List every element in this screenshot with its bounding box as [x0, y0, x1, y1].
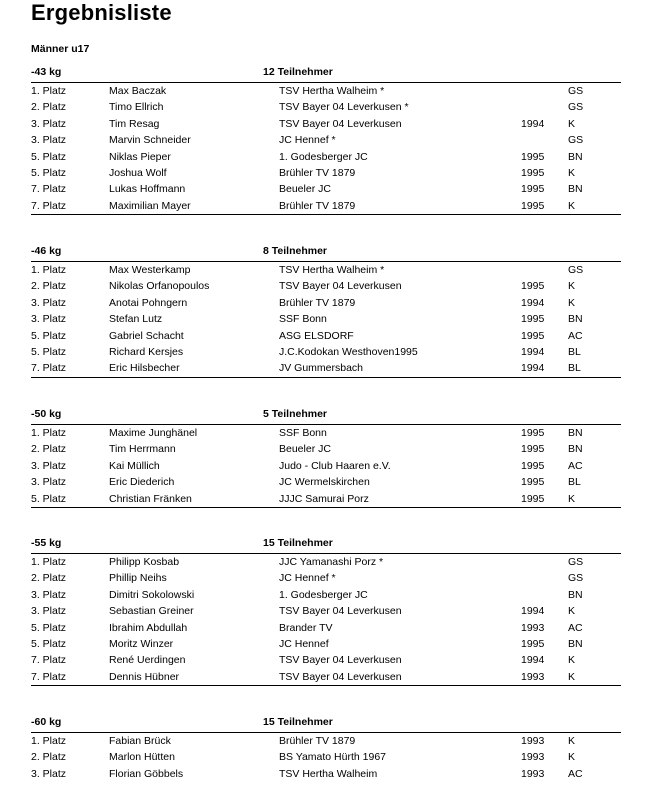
- club-cell: TSV Hertha Walheim *: [279, 264, 385, 276]
- placement-cell: 5. Platz: [31, 166, 67, 179]
- athlete-name-cell: Joshua Wolf: [109, 166, 167, 179]
- result-row: [31, 669, 621, 685]
- birth-year-cell: 1995: [521, 199, 545, 212]
- results-table: [31, 425, 621, 508]
- region-cell: K: [568, 605, 576, 618]
- birth-year-cell: 1995: [521, 329, 545, 342]
- birth-year-cell: 1994: [521, 345, 545, 358]
- placement-cell: 2. Platz: [31, 280, 67, 293]
- athlete-name-cell: Eric Diederich: [109, 476, 175, 489]
- club-cell: JC Hennef *: [279, 134, 336, 147]
- club-cell: TSV Bayer 04 Leverkusen: [279, 117, 402, 130]
- athlete-name-cell: Florian Göbbels: [109, 767, 184, 780]
- participant-count: 15 Teilnehmer: [263, 716, 333, 728]
- club-cell: JC Hennef: [279, 637, 329, 650]
- placement-cell: 1. Platz: [31, 427, 67, 439]
- result-row: [31, 554, 621, 570]
- club-cell: JC Wermelskirchen: [279, 476, 370, 489]
- weight-category: [31, 537, 621, 686]
- birth-year-cell: 1993: [521, 751, 545, 764]
- region-cell: GS: [568, 556, 584, 568]
- results-table: [31, 733, 621, 782]
- region-cell: K: [568, 166, 576, 179]
- region-cell: AC: [568, 621, 583, 634]
- placement-cell: 5. Platz: [31, 329, 67, 342]
- club-cell: Brühler TV 1879: [279, 199, 356, 212]
- region-cell: BN: [568, 183, 583, 196]
- results-table: [31, 262, 621, 378]
- placement-cell: 5. Platz: [31, 150, 67, 163]
- region-cell: BL: [568, 345, 581, 358]
- region-cell: GS: [568, 572, 584, 585]
- region-cell: GS: [568, 101, 584, 114]
- participant-count: 15 Teilnehmer: [263, 537, 333, 549]
- club-cell: Brühler TV 1879: [279, 166, 356, 179]
- athlete-name-cell: Kai Müllich: [109, 459, 160, 472]
- placement-cell: 3. Platz: [31, 767, 67, 780]
- region-cell: K: [568, 492, 576, 505]
- athlete-name-cell: Niklas Pieper: [109, 150, 171, 163]
- weight-class-label: -46 kg: [31, 245, 62, 257]
- region-cell: BN: [568, 443, 583, 456]
- result-row: [31, 311, 621, 327]
- region-cell: BN: [568, 150, 583, 163]
- athlete-name-cell: Ibrahim Abdullah: [109, 621, 188, 634]
- athlete-name-cell: Sebastian Greiner: [109, 605, 194, 618]
- category-header: [31, 537, 621, 554]
- placement-cell: 1. Platz: [31, 264, 67, 276]
- athlete-name-cell: Phillip Neihs: [109, 572, 167, 585]
- result-row: [31, 99, 621, 115]
- birth-year-cell: 1994: [521, 296, 545, 309]
- region-cell: BL: [568, 476, 581, 489]
- club-cell: 1. Godesberger JC: [279, 150, 368, 163]
- weight-category: [31, 66, 621, 215]
- club-cell: TSV Bayer 04 Leverkusen: [279, 654, 402, 667]
- result-row: [31, 344, 621, 360]
- result-row: [31, 458, 621, 474]
- placement-cell: 2. Platz: [31, 443, 67, 456]
- club-cell: TSV Bayer 04 Leverkusen: [279, 605, 402, 618]
- region-cell: AC: [568, 329, 583, 342]
- placement-cell: 3. Platz: [31, 296, 67, 309]
- participant-count: 12 Teilnehmer: [263, 66, 333, 78]
- result-row: [31, 587, 621, 603]
- region-cell: GS: [568, 134, 584, 147]
- result-row: [31, 425, 621, 441]
- club-cell: TSV Bayer 04 Leverkusen: [279, 280, 402, 293]
- club-cell: ASG ELSDORF: [279, 329, 354, 342]
- birth-year-cell: 1995: [521, 492, 545, 505]
- weight-class-label: -43 kg: [31, 66, 62, 78]
- placement-cell: 2. Platz: [31, 101, 67, 114]
- birth-year-cell: 1994: [521, 362, 545, 375]
- birth-year-cell: 1994: [521, 605, 545, 618]
- result-row: [31, 116, 621, 132]
- birth-year-cell: 1995: [521, 443, 545, 456]
- athlete-name-cell: Max Westerkamp: [109, 264, 191, 276]
- result-row: [31, 441, 621, 457]
- birth-year-cell: 1993: [521, 670, 545, 683]
- result-row: [31, 474, 621, 490]
- club-cell: JC Hennef *: [279, 572, 336, 585]
- region-cell: BN: [568, 588, 583, 601]
- weight-category: [31, 408, 621, 508]
- region-cell: K: [568, 751, 576, 764]
- athlete-name-cell: Dennis Hübner: [109, 670, 180, 683]
- club-cell: Beueler JC: [279, 183, 331, 196]
- results-table: [31, 554, 621, 686]
- placement-cell: 2. Platz: [31, 751, 67, 764]
- placement-cell: 5. Platz: [31, 345, 67, 358]
- placement-cell: 5. Platz: [31, 637, 67, 650]
- athlete-name-cell: René Uerdingen: [109, 654, 186, 667]
- placement-cell: 3. Platz: [31, 605, 67, 618]
- athlete-name-cell: Marvin Schneider: [109, 134, 191, 147]
- club-cell: TSV Bayer 04 Leverkusen: [279, 670, 402, 683]
- result-row: [31, 278, 621, 294]
- birth-year-cell: 1995: [521, 313, 545, 326]
- placement-cell: 5. Platz: [31, 621, 67, 634]
- result-row: [31, 132, 621, 148]
- participant-count: 5 Teilnehmer: [263, 408, 327, 420]
- club-cell: Brühler TV 1879: [279, 296, 356, 309]
- result-row: [31, 636, 621, 652]
- birth-year-cell: 1994: [521, 117, 545, 130]
- club-cell: SSF Bonn: [279, 313, 327, 326]
- birth-year-cell: 1995: [521, 459, 545, 472]
- region-cell: BN: [568, 427, 583, 439]
- placement-cell: 1. Platz: [31, 85, 67, 97]
- page-title: Ergebnisliste: [31, 0, 172, 25]
- region-cell: K: [568, 654, 576, 667]
- athlete-name-cell: Max Baczak: [109, 85, 167, 97]
- placement-cell: 7. Platz: [31, 362, 67, 375]
- placement-cell: 1. Platz: [31, 735, 67, 747]
- club-cell: 1. Godesberger JC: [279, 588, 368, 601]
- weight-class-label: -55 kg: [31, 537, 62, 549]
- athlete-name-cell: Christian Fränken: [109, 492, 192, 505]
- placement-cell: 7. Platz: [31, 183, 67, 196]
- athlete-name-cell: Gabriel Schacht: [109, 329, 184, 342]
- region-cell: AC: [568, 767, 583, 780]
- club-cell: Beueler JC: [279, 443, 331, 456]
- result-row: [31, 360, 621, 376]
- result-row: [31, 570, 621, 586]
- result-row: [31, 749, 621, 765]
- region-cell: BN: [568, 313, 583, 326]
- result-row: [31, 652, 621, 668]
- athlete-name-cell: Richard Kersjes: [109, 345, 184, 358]
- result-row: [31, 83, 621, 99]
- birth-year-cell: 1995: [521, 183, 545, 196]
- club-cell: Brander TV: [279, 621, 333, 634]
- result-row: [31, 198, 621, 214]
- club-cell: JJJC Samurai Porz: [279, 492, 369, 505]
- result-row: [31, 328, 621, 344]
- result-row: [31, 149, 621, 165]
- birth-year-cell: 1994: [521, 654, 545, 667]
- club-cell: JJC Yamanashi Porz *: [279, 556, 384, 568]
- club-cell: SSF Bonn: [279, 427, 327, 439]
- athlete-name-cell: Philipp Kosbab: [109, 556, 180, 568]
- age-class-heading: Männer u17: [31, 43, 90, 55]
- club-cell: J.C.Kodokan Westhoven1995: [279, 345, 418, 358]
- placement-cell: 3. Platz: [31, 459, 67, 472]
- category-header: [31, 66, 621, 83]
- placement-cell: 3. Platz: [31, 476, 67, 489]
- athlete-name-cell: Dimitri Sokolowski: [109, 588, 195, 601]
- birth-year-cell: 1995: [521, 637, 545, 650]
- club-cell: JV Gummersbach: [279, 362, 364, 375]
- birth-year-cell: 1995: [521, 427, 545, 439]
- club-cell: TSV Hertha Walheim *: [279, 85, 385, 97]
- weight-category: [31, 245, 621, 378]
- athlete-name-cell: Marlon Hütten: [109, 751, 175, 764]
- athlete-name-cell: Fabian Brück: [109, 735, 171, 747]
- placement-cell: 3. Platz: [31, 313, 67, 326]
- athlete-name-cell: Stefan Lutz: [109, 313, 163, 326]
- athlete-name-cell: Tim Resag: [109, 117, 160, 130]
- athlete-name-cell: Timo Ellrich: [109, 101, 164, 114]
- placement-cell: 7. Platz: [31, 670, 67, 683]
- athlete-name-cell: Lukas Hoffmann: [109, 183, 186, 196]
- birth-year-cell: 1995: [521, 476, 545, 489]
- result-row: [31, 262, 621, 278]
- club-cell: TSV Bayer 04 Leverkusen *: [279, 101, 409, 114]
- region-cell: GS: [568, 264, 584, 276]
- result-row: [31, 181, 621, 197]
- athlete-name-cell: Tim Herrmann: [109, 443, 176, 456]
- result-row: [31, 603, 621, 619]
- placement-cell: 2. Platz: [31, 572, 67, 585]
- region-cell: BL: [568, 362, 581, 375]
- category-header: [31, 408, 621, 425]
- region-cell: GS: [568, 85, 584, 97]
- region-cell: AC: [568, 459, 583, 472]
- placement-cell: 7. Platz: [31, 199, 67, 212]
- club-cell: TSV Hertha Walheim: [279, 767, 378, 780]
- region-cell: K: [568, 296, 576, 309]
- weight-category: [31, 716, 621, 782]
- region-cell: K: [568, 670, 576, 683]
- birth-year-cell: 1993: [521, 735, 545, 747]
- athlete-name-cell: Maximilian Mayer: [109, 199, 191, 212]
- athlete-name-cell: Moritz Winzer: [109, 637, 174, 650]
- result-row: [31, 295, 621, 311]
- birth-year-cell: 1993: [521, 621, 545, 634]
- placement-cell: 1. Platz: [31, 556, 67, 568]
- birth-year-cell: 1995: [521, 280, 545, 293]
- category-header: [31, 245, 621, 262]
- birth-year-cell: 1993: [521, 767, 545, 780]
- athlete-name-cell: Anotai Pohngern: [109, 296, 188, 309]
- results-table: [31, 83, 621, 215]
- birth-year-cell: 1995: [521, 166, 545, 179]
- region-cell: BN: [568, 637, 583, 650]
- weight-class-label: -50 kg: [31, 408, 62, 420]
- placement-cell: 5. Platz: [31, 492, 67, 505]
- birth-year-cell: 1995: [521, 150, 545, 163]
- result-row: [31, 733, 621, 749]
- region-cell: K: [568, 199, 576, 212]
- result-row: [31, 620, 621, 636]
- category-header: [31, 716, 621, 733]
- region-cell: K: [568, 117, 576, 130]
- club-cell: Brühler TV 1879: [279, 735, 356, 747]
- athlete-name-cell: Maxime Junghänel: [109, 427, 198, 439]
- weight-class-label: -60 kg: [31, 716, 62, 728]
- region-cell: K: [568, 280, 576, 293]
- placement-cell: 7. Platz: [31, 654, 67, 667]
- result-row: [31, 491, 621, 507]
- athlete-name-cell: Nikolas Orfanopoulos: [109, 280, 210, 293]
- result-row: [31, 766, 621, 782]
- placement-cell: 3. Platz: [31, 117, 67, 130]
- club-cell: Judo - Club Haaren e.V.: [279, 459, 391, 472]
- region-cell: K: [568, 735, 576, 747]
- result-row: [31, 165, 621, 181]
- placement-cell: 3. Platz: [31, 134, 67, 147]
- athlete-name-cell: Eric Hilsbecher: [109, 362, 180, 375]
- club-cell: BS Yamato Hürth 1967: [279, 751, 387, 764]
- participant-count: 8 Teilnehmer: [263, 245, 327, 257]
- placement-cell: 3. Platz: [31, 588, 67, 601]
